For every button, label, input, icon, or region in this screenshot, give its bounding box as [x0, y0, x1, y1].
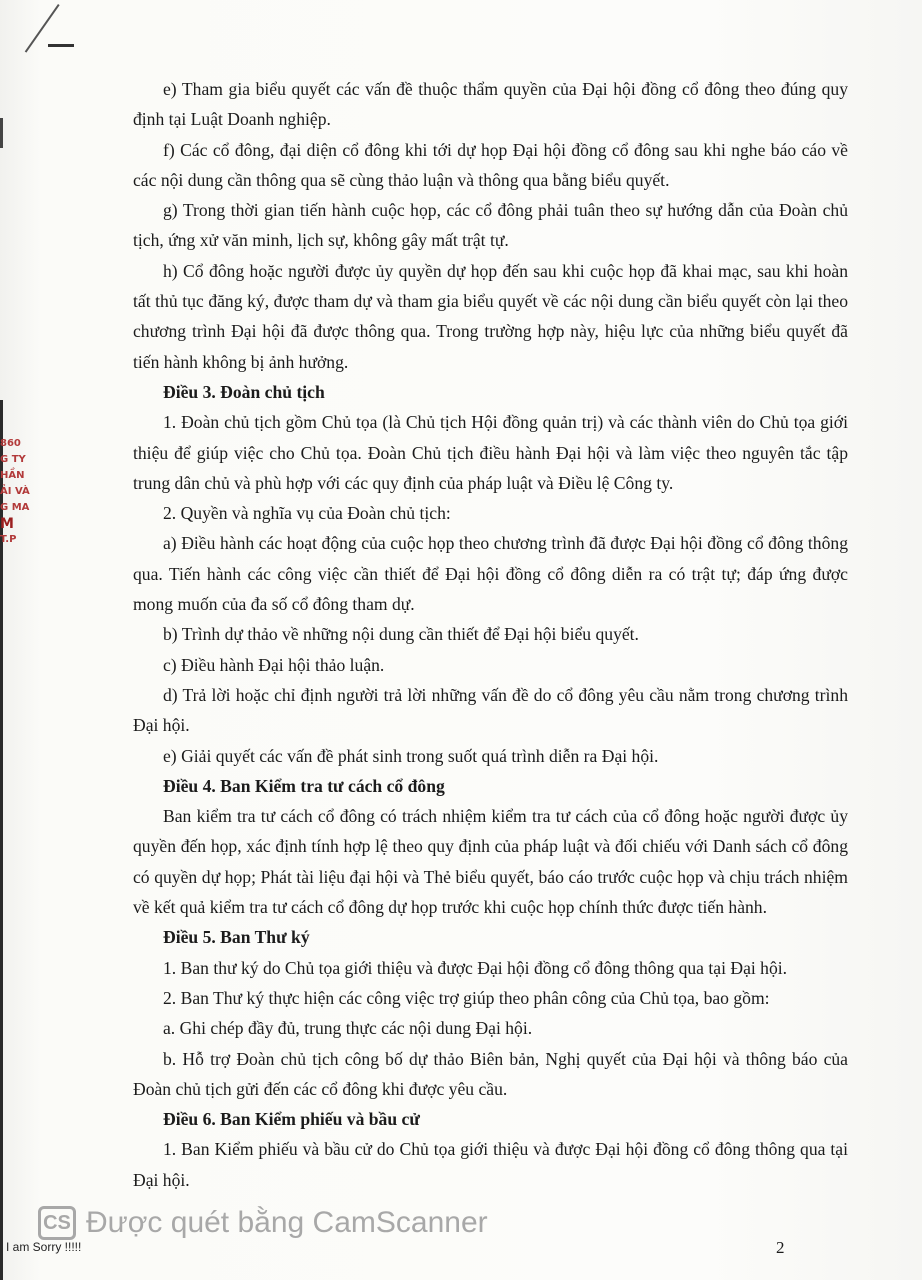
heading-article-4: Điều 4. Ban Kiểm tra tư cách cổ đông: [163, 775, 445, 796]
paragraph-late-arrival: h) Cổ đông hoặc người được ủy quyền dự họp đến sau khi cuộc họp đã khai mạc, sau khi hoàn tất thủ tục đăng ký, được tham dự và tham gia biểu quyết về các nội dung cần biểu quyết còn lại theo chương trình Đại hội đã được thông qua. Trong trường hợp này, hiệu lực của những biểu quyết đã tiến hành không bị ảnh hưởng.: [133, 260, 848, 372]
stamp-line: 860: [0, 438, 21, 449]
paragraph-secretariat-a: a. Ghi chép đầy đủ, trung thực các nội dung Đại hội.: [163, 1018, 533, 1039]
camscanner-logo-icon: CS: [38, 1206, 76, 1240]
document-body: [133, 74, 848, 1195]
heading-article-5: Điều 5. Ban Thư ký: [163, 927, 310, 948]
paragraph-presidium-duty-a: a) Điều hành các hoạt động của cuộc họp theo chương trình đã được Đại hội đồng cổ đông thông qua. Tiến hành các công việc cần thiết để Đại hội đồng cổ đông diễn ra có trật tự; đáp ứng được mong muốn của đa số cổ đông tham dự.: [133, 533, 848, 615]
paragraph-secretariat-b: b. Hỗ trợ Đoàn chủ tịch công bố dự thảo Biên bản, Nghị quyết của Đại hội và thông báo của Đoàn chủ tịch gửi đến các cổ đông khi được yêu cầu.: [133, 1048, 848, 1099]
paragraph-conduct: g) Trong thời gian tiến hành cuộc họp, các cổ đông phải tuân theo sự hướng dẫn của Đoàn chủ tịch, ứng xử văn minh, lịch sự, không gây mất trật tự.: [133, 200, 848, 251]
paragraph-ballot-committee: 1. Ban Kiểm phiếu và bầu cử do Chủ tọa giới thiệu và được Đại hội đồng cổ đông thông qua tại Đại hội.: [133, 1139, 848, 1190]
stamp-line: ẢI VÀ: [0, 486, 30, 497]
stamp-line: G TY: [0, 454, 26, 465]
scan-dash-mark: [48, 44, 74, 47]
paragraph-presidium-duty-b: b) Trình dự thảo về những nội dung cần thiết để Đại hội biểu quyết.: [163, 624, 639, 645]
paragraph-presidium-duties-intro: 2. Quyền và nghĩa vụ của Đoàn chủ tịch:: [163, 503, 451, 524]
watermark-text: Được quét bằng CamScanner: [86, 1206, 488, 1239]
paragraph-credentials-committee: Ban kiểm tra tư cách cổ đông có trách nhiệm kiểm tra tư cách của cổ đông hoặc người được ủy quyền đến họp, xác định tính hợp lệ theo quy định của pháp luật và đối chiếu với Danh sách cổ đông có quyền dự họp; Phát tài liệu đại hội và Thẻ biểu quyết, báo cáo trước cuộc họp và chịu trách nhiệm về kết quả kiểm tra tư cách cổ đông dự họp trước khi cuộc họp chính thức được tiến hành.: [133, 806, 848, 918]
paragraph-presidium-composition: 1. Đoàn chủ tịch gồm Chủ tọa (là Chủ tịch Hội đồng quản trị) và các thành viên do Chủ tọa giới thiệu để giúp việc cho Chủ tọa. Đoàn Chủ tịch điều hành Đại hội và làm việc theo nguyên tắc tập trung dân chủ và phù hợp với các quy định của pháp luật và Điều lệ Công ty.: [133, 412, 848, 493]
company-stamp: [0, 436, 36, 596]
paragraph-secretariat-1: 1. Ban thư ký do Chủ tọa giới thiệu và được Đại hội đồng cổ đông thông qua tại Đại hội.: [163, 957, 788, 978]
heading-article-6: Điều 6. Ban Kiểm phiếu và bầu cử: [163, 1109, 420, 1130]
stamp-line: M: [0, 516, 14, 532]
stamp-line: HẦN: [0, 470, 25, 481]
paragraph-secretariat-2: 2. Ban Thư ký thực hiện các công việc trợ giúp theo phân công của Chủ tọa, bao gồm:: [163, 987, 770, 1008]
paragraph-presidium-duty-d: d) Trả lời hoặc chỉ định người trả lời những vấn đề do cổ đông yêu cầu nằm trong chương trình Đại hội.: [133, 684, 848, 736]
stamp-line: T.P: [0, 534, 17, 545]
stamp-line: G MA: [0, 502, 30, 513]
scan-corner-mark: [0, 118, 3, 148]
paragraph-voting-rights: e) Tham gia biểu quyết các vấn đề thuộc thẩm quyền của Đại hội đồng cổ đông theo đúng quy định tại Luật Doanh nghiệp.: [133, 79, 848, 130]
footer-note: I am Sorry !!!!!: [6, 1240, 82, 1254]
paragraph-discussion: f) Các cổ đông, đại diện cổ đông khi tới dự họp Đại hội đồng cổ đông sau khi nghe báo cáo về các nội dung cần thông qua sẽ cùng thảo luận và thông qua bằng biểu quyết.: [133, 139, 848, 190]
camscanner-watermark: [38, 1206, 488, 1240]
heading-article-3: Điều 3. Đoàn chủ tịch: [163, 381, 325, 402]
paragraph-presidium-duty-e: e) Giải quyết các vấn đề phát sinh trong suốt quá trình diễn ra Đại hội.: [163, 745, 659, 766]
paragraph-presidium-duty-c: c) Điều hành Đại hội thảo luận.: [163, 654, 385, 675]
page-number: 2: [776, 1238, 785, 1257]
